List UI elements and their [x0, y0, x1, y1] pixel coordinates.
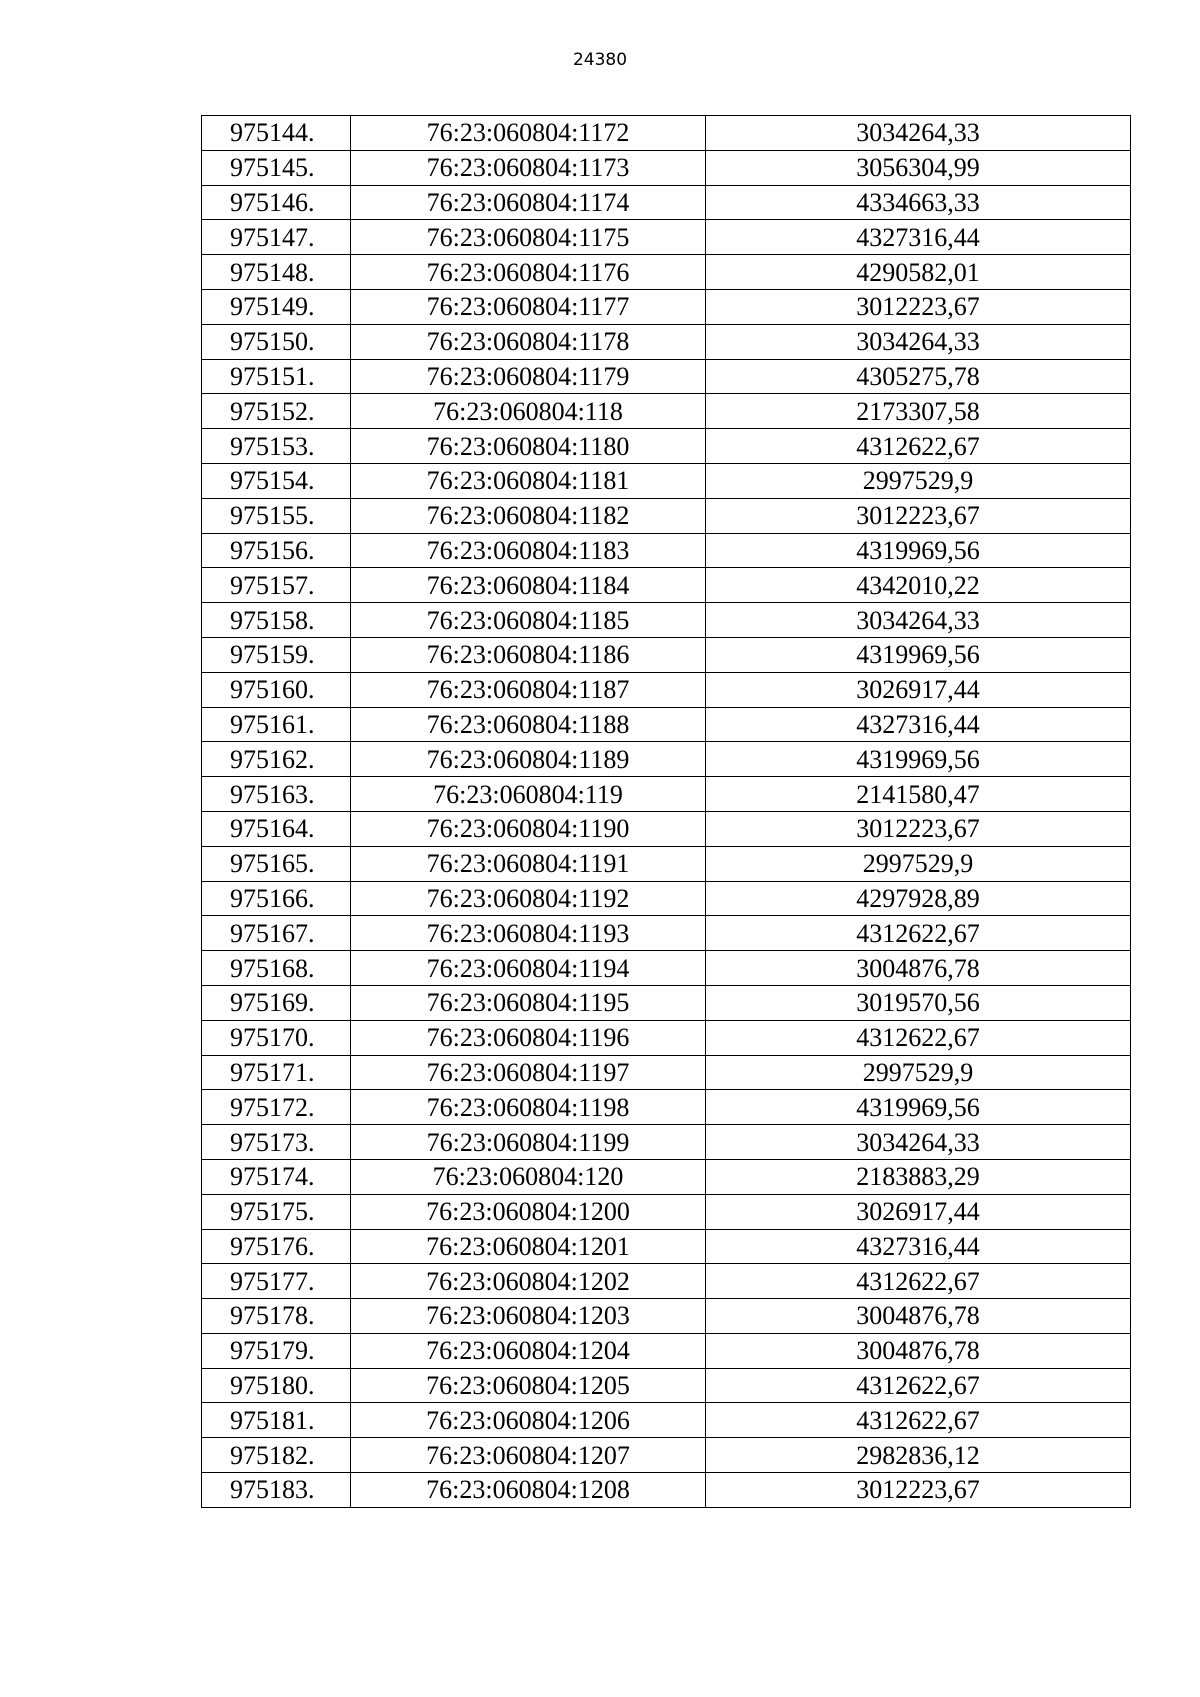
row-number-cell: 975181. [202, 1403, 351, 1438]
cadastral-value-cell: 3004876,78 [706, 1333, 1131, 1368]
table-row [202, 116, 1131, 151]
row-number-cell: 975158. [202, 603, 351, 638]
cadastral-value-cell: 3034264,33 [706, 603, 1131, 638]
cadastral-value-cell: 4312622,67 [706, 1020, 1131, 1055]
table-row [202, 1264, 1131, 1299]
table-row [202, 568, 1131, 603]
table-row [202, 1438, 1131, 1473]
cadastral-number-cell: 76:23:060804:1185 [351, 603, 706, 638]
cadastral-number-cell: 76:23:060804:1198 [351, 1090, 706, 1125]
row-number-cell: 975173. [202, 1125, 351, 1160]
table-row [202, 742, 1131, 777]
table-row [202, 498, 1131, 533]
cadastral-value-cell: 2141580,47 [706, 777, 1131, 812]
cadastral-value-cell: 2997529,9 [706, 846, 1131, 881]
cadastral-number-cell: 76:23:060804:1174 [351, 185, 706, 220]
cadastral-value-cell: 4327316,44 [706, 707, 1131, 742]
cadastral-number-cell: 76:23:060804:1172 [351, 116, 706, 151]
row-number-cell: 975177. [202, 1264, 351, 1299]
cadastral-value-cell: 4290582,01 [706, 255, 1131, 290]
table-row [202, 951, 1131, 986]
row-number-cell: 975178. [202, 1299, 351, 1334]
table-row [202, 1368, 1131, 1403]
cadastral-number-cell: 76:23:060804:1207 [351, 1438, 706, 1473]
cadastral-number-cell: 76:23:060804:120 [351, 1159, 706, 1194]
cadastral-value-cell: 4319969,56 [706, 742, 1131, 777]
cadastral-number-cell: 76:23:060804:1180 [351, 429, 706, 464]
cadastral-number-cell: 76:23:060804:1191 [351, 846, 706, 881]
cadastral-value-table [201, 115, 1131, 1508]
row-number-cell: 975165. [202, 846, 351, 881]
table-row [202, 1299, 1131, 1334]
row-number-cell: 975182. [202, 1438, 351, 1473]
table-row [202, 394, 1131, 429]
table-row [202, 672, 1131, 707]
cadastral-number-cell: 76:23:060804:1205 [351, 1368, 706, 1403]
cadastral-number-cell: 76:23:060804:1189 [351, 742, 706, 777]
cadastral-number-cell: 76:23:060804:1175 [351, 220, 706, 255]
table-row [202, 220, 1131, 255]
row-number-cell: 975157. [202, 568, 351, 603]
cadastral-number-cell: 76:23:060804:1201 [351, 1229, 706, 1264]
cadastral-number-cell: 76:23:060804:1179 [351, 359, 706, 394]
row-number-cell: 975169. [202, 985, 351, 1020]
table-row [202, 1229, 1131, 1264]
cadastral-number-cell: 76:23:060804:1184 [351, 568, 706, 603]
cadastral-number-cell: 76:23:060804:1177 [351, 289, 706, 324]
row-number-cell: 975150. [202, 324, 351, 359]
cadastral-value-cell: 4312622,67 [706, 1368, 1131, 1403]
table-row [202, 811, 1131, 846]
cadastral-value-cell: 3056304,99 [706, 150, 1131, 185]
table-row [202, 603, 1131, 638]
table-row [202, 255, 1131, 290]
row-number-cell: 975175. [202, 1194, 351, 1229]
cadastral-value-cell: 4312622,67 [706, 1264, 1131, 1299]
table-row [202, 289, 1131, 324]
cadastral-number-cell: 76:23:060804:1203 [351, 1299, 706, 1334]
table-row [202, 1333, 1131, 1368]
row-number-cell: 975145. [202, 150, 351, 185]
cadastral-number-cell: 76:23:060804:1193 [351, 916, 706, 951]
row-number-cell: 975149. [202, 289, 351, 324]
table-row [202, 637, 1131, 672]
cadastral-number-cell: 76:23:060804:1187 [351, 672, 706, 707]
row-number-cell: 975166. [202, 881, 351, 916]
cadastral-value-cell: 4297928,89 [706, 881, 1131, 916]
cadastral-value-cell: 3026917,44 [706, 672, 1131, 707]
row-number-cell: 975152. [202, 394, 351, 429]
cadastral-value-cell: 3034264,33 [706, 116, 1131, 151]
cadastral-value-cell: 4342010,22 [706, 568, 1131, 603]
table-row [202, 916, 1131, 951]
row-number-cell: 975164. [202, 811, 351, 846]
row-number-cell: 975167. [202, 916, 351, 951]
table-row [202, 463, 1131, 498]
cadastral-value-cell: 3012223,67 [706, 498, 1131, 533]
row-number-cell: 975170. [202, 1020, 351, 1055]
cadastral-value-cell: 4305275,78 [706, 359, 1131, 394]
table-row [202, 150, 1131, 185]
cadastral-value-cell: 3004876,78 [706, 1299, 1131, 1334]
cadastral-number-cell: 76:23:060804:1192 [351, 881, 706, 916]
table-row [202, 359, 1131, 394]
table-row [202, 185, 1131, 220]
row-number-cell: 975179. [202, 1333, 351, 1368]
row-number-cell: 975171. [202, 1055, 351, 1090]
table-row [202, 777, 1131, 812]
row-number-cell: 975144. [202, 116, 351, 151]
cadastral-value-cell: 4312622,67 [706, 1403, 1131, 1438]
table-row [202, 324, 1131, 359]
table-row [202, 1473, 1131, 1508]
table-row [202, 429, 1131, 464]
table-row [202, 1194, 1131, 1229]
row-number-cell: 975159. [202, 637, 351, 672]
row-number-cell: 975146. [202, 185, 351, 220]
table-row [202, 533, 1131, 568]
cadastral-value-cell: 2997529,9 [706, 463, 1131, 498]
table-row [202, 1403, 1131, 1438]
row-number-cell: 975176. [202, 1229, 351, 1264]
cadastral-number-cell: 76:23:060804:1196 [351, 1020, 706, 1055]
cadastral-number-cell: 76:23:060804:1173 [351, 150, 706, 185]
cadastral-number-cell: 76:23:060804:1183 [351, 533, 706, 568]
cadastral-number-cell: 76:23:060804:1181 [351, 463, 706, 498]
row-number-cell: 975155. [202, 498, 351, 533]
table-row [202, 846, 1131, 881]
cadastral-number-cell: 76:23:060804:1195 [351, 985, 706, 1020]
cadastral-number-cell: 76:23:060804:1176 [351, 255, 706, 290]
cadastral-value-cell: 4327316,44 [706, 1229, 1131, 1264]
cadastral-value-cell: 4327316,44 [706, 220, 1131, 255]
row-number-cell: 975153. [202, 429, 351, 464]
row-number-cell: 975180. [202, 1368, 351, 1403]
cadastral-value-cell: 3012223,67 [706, 1473, 1131, 1508]
row-number-cell: 975147. [202, 220, 351, 255]
cadastral-number-cell: 76:23:060804:1194 [351, 951, 706, 986]
cadastral-value-cell: 3004876,78 [706, 951, 1131, 986]
cadastral-number-cell: 76:23:060804:1206 [351, 1403, 706, 1438]
row-number-cell: 975151. [202, 359, 351, 394]
row-number-cell: 975163. [202, 777, 351, 812]
table-row [202, 1020, 1131, 1055]
cadastral-number-cell: 76:23:060804:1208 [351, 1473, 706, 1508]
cadastral-number-cell: 76:23:060804:1182 [351, 498, 706, 533]
cadastral-value-cell: 3034264,33 [706, 1125, 1131, 1160]
cadastral-value-cell: 2183883,29 [706, 1159, 1131, 1194]
table-body [202, 116, 1131, 1508]
row-number-cell: 975162. [202, 742, 351, 777]
table-row [202, 707, 1131, 742]
row-number-cell: 975160. [202, 672, 351, 707]
cadastral-number-cell: 76:23:060804:1190 [351, 811, 706, 846]
cadastral-value-cell: 4319969,56 [706, 533, 1131, 568]
cadastral-value-cell: 4312622,67 [706, 429, 1131, 464]
row-number-cell: 975183. [202, 1473, 351, 1508]
cadastral-number-cell: 76:23:060804:119 [351, 777, 706, 812]
cadastral-number-cell: 76:23:060804:1200 [351, 1194, 706, 1229]
row-number-cell: 975168. [202, 951, 351, 986]
row-number-cell: 975148. [202, 255, 351, 290]
table-row [202, 1055, 1131, 1090]
cadastral-value-cell: 2173307,58 [706, 394, 1131, 429]
table-row [202, 1125, 1131, 1160]
cadastral-value-cell: 3012223,67 [706, 289, 1131, 324]
cadastral-value-cell: 4334663,33 [706, 185, 1131, 220]
table-row [202, 985, 1131, 1020]
cadastral-number-cell: 76:23:060804:1204 [351, 1333, 706, 1368]
cadastral-value-cell: 3012223,67 [706, 811, 1131, 846]
row-number-cell: 975174. [202, 1159, 351, 1194]
cadastral-value-cell: 4312622,67 [706, 916, 1131, 951]
cadastral-number-cell: 76:23:060804:1186 [351, 637, 706, 672]
cadastral-number-cell: 76:23:060804:1197 [351, 1055, 706, 1090]
row-number-cell: 975161. [202, 707, 351, 742]
row-number-cell: 975172. [202, 1090, 351, 1125]
table-row [202, 1090, 1131, 1125]
cadastral-value-cell: 2997529,9 [706, 1055, 1131, 1090]
table-row [202, 881, 1131, 916]
page-number: 24380 [572, 50, 628, 70]
cadastral-number-cell: 76:23:060804:1202 [351, 1264, 706, 1299]
cadastral-value-cell: 3026917,44 [706, 1194, 1131, 1229]
table-row [202, 1159, 1131, 1194]
cadastral-number-cell: 76:23:060804:1188 [351, 707, 706, 742]
row-number-cell: 975156. [202, 533, 351, 568]
cadastral-value-cell: 3034264,33 [706, 324, 1131, 359]
row-number-cell: 975154. [202, 463, 351, 498]
cadastral-value-cell: 3019570,56 [706, 985, 1131, 1020]
cadastral-value-cell: 4319969,56 [706, 1090, 1131, 1125]
cadastral-value-cell: 2982836,12 [706, 1438, 1131, 1473]
cadastral-number-cell: 76:23:060804:118 [351, 394, 706, 429]
cadastral-number-cell: 76:23:060804:1178 [351, 324, 706, 359]
cadastral-number-cell: 76:23:060804:1199 [351, 1125, 706, 1160]
cadastral-value-cell: 4319969,56 [706, 637, 1131, 672]
